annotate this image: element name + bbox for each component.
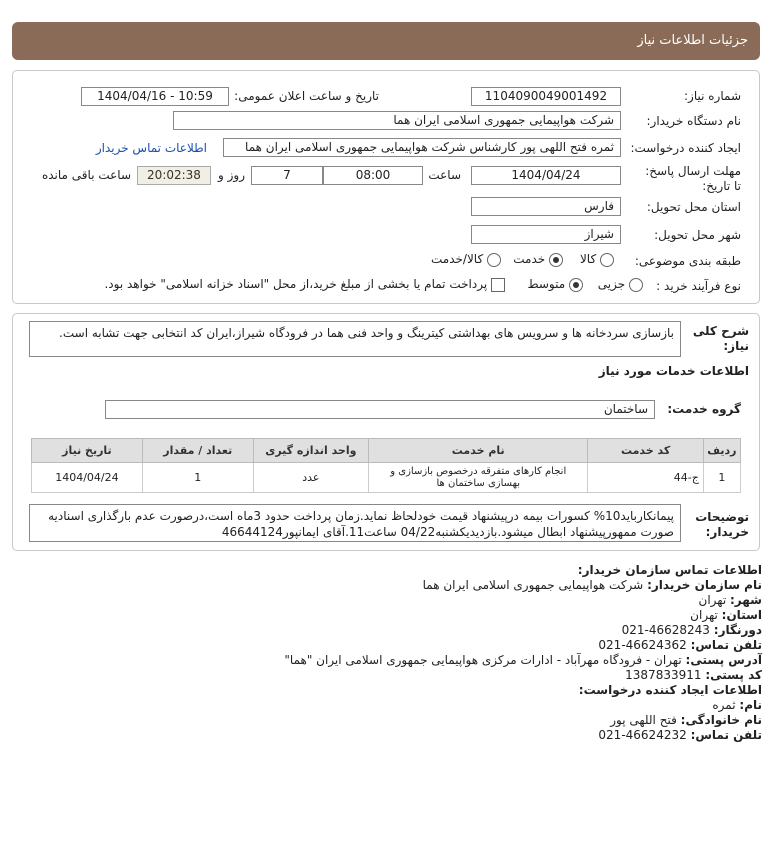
category-option-goods[interactable]: کالا [580,252,614,267]
table-row [32,463,741,493]
process-option-minor[interactable]: جزیی [598,277,643,292]
creator-phone-label: تلفن تماس: [690,728,762,742]
province-label: استان: [721,608,762,622]
name-label: نام: [739,698,762,712]
category-label: طبقه بندی موضوعی: [634,254,741,268]
category-goods-radio[interactable] [600,253,614,267]
buyer-org-field[interactable]: شرکت هواپیمایی جمهوری اسلامی ایران هما [173,111,621,130]
days-label: روز و [218,168,245,182]
category-option-service[interactable]: خدمت [513,252,563,267]
row-index: 1 [703,463,740,493]
contact-heading: اطلاعات تماس سازمان خریدار: [577,563,762,577]
row-date: 1404/04/24 [32,463,143,493]
summary-box: بازسازی سردخانه ها و سرویس های بهداشتی کیترینگ و واحد فنی هما در فرودگاه شیراز،ایران کد انتخابی جهت تشابه است. [29,321,681,357]
name-value: ثمره [712,698,736,712]
remaining-label: ساعت باقی مانده [41,168,131,182]
phone-label: تلفن تماس: [690,638,762,652]
col-name: نام خدمت [369,439,588,463]
fax-value: 46628243-021 [621,623,710,637]
city-field[interactable]: شیراز [471,225,621,244]
page-title: جزئیات اطلاعات نیاز [637,33,748,48]
province-label: استان محل تحویل: [646,200,741,214]
province-field[interactable]: فارس [471,197,621,216]
city-label: شهر: [730,593,762,607]
address-value: تهران - فرودگاه مهرآباد - ادارات مرکزی هواپیمایی جمهوری اسلامی ایران "هما" [284,653,682,667]
need-details-panel [12,313,760,551]
creator-label: ایجاد کننده درخواست: [630,141,741,155]
postal-label: کد پستی: [705,668,762,682]
col-date: تاریخ نیاز [32,439,143,463]
category-service-radio[interactable] [549,253,563,267]
buyer-notes-box: پیمانکارباید10% کسورات بیمه درپیشنهاد قیمت خودلحاظ نماید.زمان پرداخت حدود 3ماه است،درصورت عدم بارگذاری اسنادیه صورت ممهورپیشنهاد ابطال میشود.بازدیدیکشنبه04/22 ساعت11.آقای ایمانپور46644124 [29,504,681,542]
col-unit: واحد اندازه گیری [253,439,368,463]
process-option-medium[interactable]: متوسط [527,277,583,292]
treasury-checkbox[interactable] [491,278,505,292]
table-header-row [32,439,741,463]
process-label: نوع فرآیند خرید : [656,279,741,293]
buyer-notes-label: توضیحات خریدار: [695,510,749,539]
city-label: شهر محل تحویل: [654,228,741,242]
summary-label: شرح کلی نیاز: [692,324,749,353]
org-value: شرکت هواپیمایی جمهوری اسلامی ایران هما [422,578,644,592]
deadline-date-field[interactable]: 1404/04/24 [471,166,621,185]
need-info-panel [12,70,760,304]
service-group-label: گروه خدمت: [667,402,741,416]
process-medium-radio[interactable] [569,278,583,292]
province-value: تهران [690,608,718,622]
row-code: ج-44 [588,463,703,493]
postal-value: 1387833911 [625,668,702,682]
announce-label: تاریخ و ساعت اعلان عمومی: [234,89,379,103]
family-value: فتح اللهی پور [610,713,677,727]
creator-heading: اطلاعات ایجاد کننده درخواست: [578,683,762,697]
row-unit: عدد [253,463,368,493]
row-name: انجام کارهای متفرقه درخصوص بازسازی و بهسازی ساختمان ها [369,463,588,493]
col-code: کد خدمت [588,439,703,463]
phone-value: 46624362-021 [598,638,687,652]
buyer-org-label: نام دستگاه خریدار: [646,114,741,128]
address-label: آدرس پستی: [685,653,762,667]
services-table [31,438,741,493]
remaining-time-field: 20:02:38 [137,166,211,185]
city-value: تهران [698,593,727,607]
announce-field[interactable]: 1404/04/16 - 10:59 [81,87,229,106]
need-number-label: شماره نیاز: [684,89,741,103]
fax-label: دورنگار: [713,623,762,637]
deadline-time-field[interactable]: 08:00 [323,166,423,185]
contact-info [22,563,762,743]
buyer-contact-link[interactable]: اطلاعات تماس خریدار [95,141,207,155]
process-minor-radio[interactable] [629,278,643,292]
days-field[interactable]: 7 [251,166,323,185]
page-header [12,22,760,60]
deadline-label: مهلت ارسال پاسخ: تا تاریخ: [645,164,741,193]
col-qty: تعداد / مقدار [142,439,253,463]
family-label: نام خانوادگی: [680,713,762,727]
row-qty: 1 [142,463,253,493]
creator-phone-value: 46624232-021 [598,728,687,742]
col-index: ردیف [703,439,740,463]
services-heading: اطلاعات خدمات مورد نیاز [598,364,749,378]
category-goods-service-radio[interactable] [487,253,501,267]
need-number-field[interactable]: 1104090049001492 [471,87,621,106]
creator-field[interactable]: ثمره فتح اللهی پور کارشناس شرکت هواپیمایی جمهوری اسلامی ایران هما [223,138,621,157]
treasury-option[interactable]: پرداخت تمام یا بخشی از مبلغ خرید،از محل "اسناد خزانه اسلامی" خواهد بود. [104,277,505,292]
category-option-goods-service[interactable]: کالا/خدمت [431,252,501,267]
time-label: ساعت [428,168,461,182]
org-label: نام سازمان خریدار: [647,578,762,592]
service-group-field[interactable]: ساختمان [105,400,655,419]
